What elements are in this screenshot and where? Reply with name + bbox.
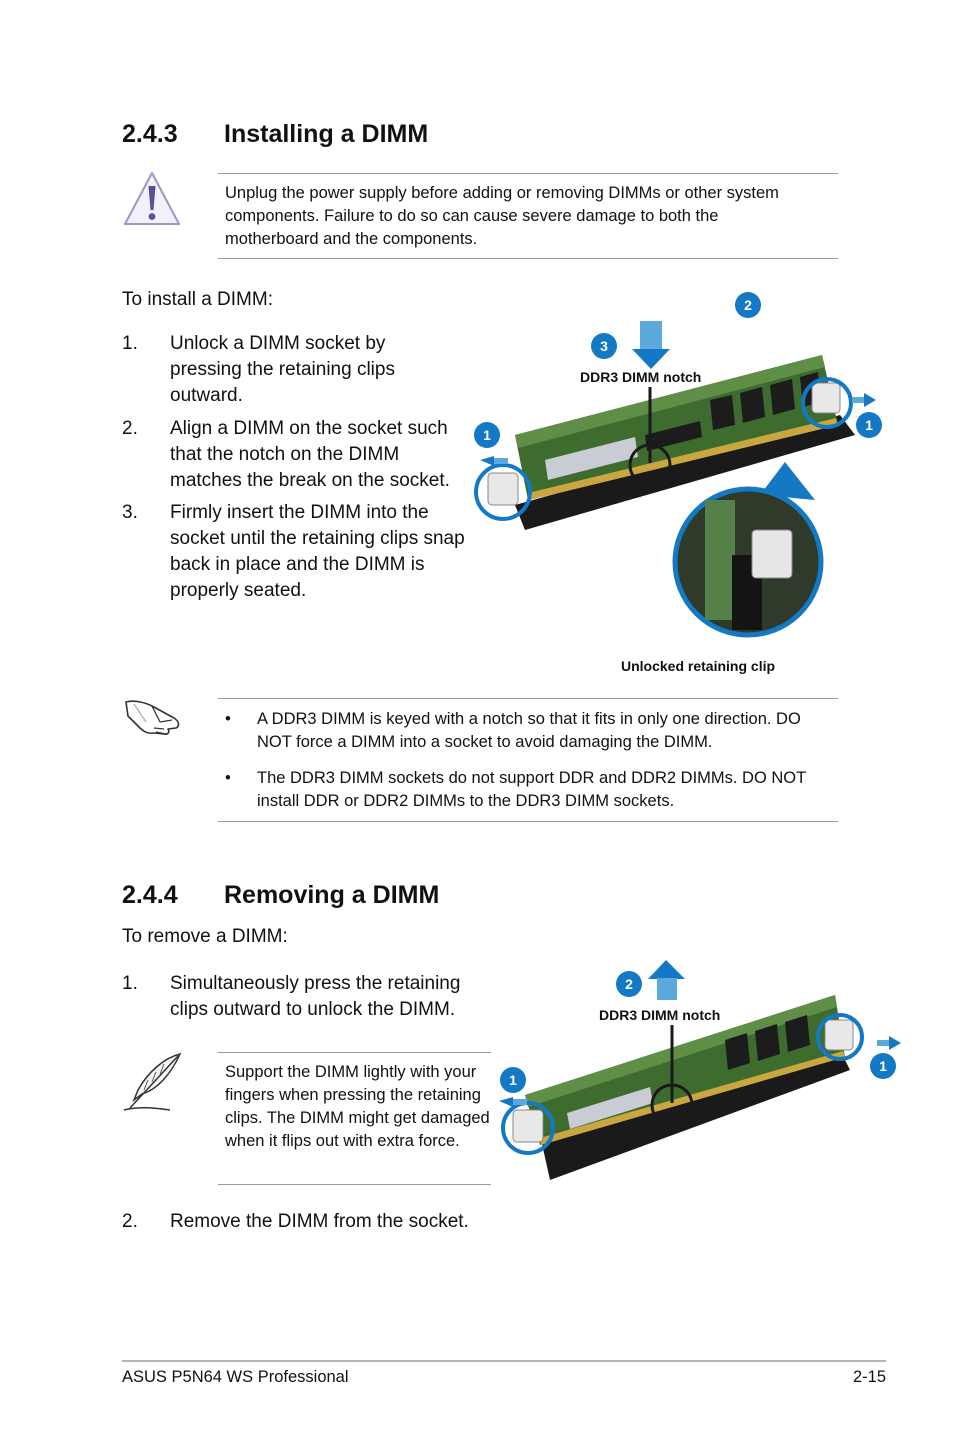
feather-tip-icon bbox=[120, 1050, 186, 1114]
tip-text: Support the DIMM lightly with your fingers when pressing the retaining clips. The DIMM might get damaged when it flips out with extra force. bbox=[225, 1063, 490, 1150]
step-badge-3: 3 bbox=[591, 333, 617, 359]
step-badge-1-left: 1 bbox=[500, 1067, 526, 1093]
page-number: 2-15 bbox=[852, 1368, 886, 1386]
warning-icon bbox=[122, 170, 182, 233]
bullet-mark: • bbox=[225, 710, 231, 728]
bullet-mark: • bbox=[225, 769, 231, 787]
step-badge-2: 2 bbox=[735, 292, 761, 318]
ddr3-notch-label: DDR3 DIMM notch bbox=[599, 1007, 721, 1023]
footer-rule bbox=[122, 1360, 886, 1362]
section-number: 2.4.3 bbox=[122, 120, 178, 148]
warning-triangle-icon bbox=[122, 170, 182, 228]
install-step-2 bbox=[122, 416, 472, 496]
section-title: Removing a DIMM bbox=[224, 881, 440, 909]
section-title: Installing a DIMM bbox=[224, 120, 429, 148]
bullet-text: The DDR3 DIMM sockets do not support DDR and DDR2 DIMMs. DO NOT install DDR or DDR2 DIMMs to the DDR3 DIMM sockets. bbox=[257, 769, 806, 810]
step-badge-1-right: 1 bbox=[870, 1053, 896, 1079]
ddr3-notch-label: DDR3 DIMM notch bbox=[580, 369, 702, 385]
step-text: Unlock a DIMM socket by pressing the retaining clips outward. bbox=[170, 333, 395, 406]
note-bottom-rule bbox=[218, 821, 838, 822]
warning-text: Unplug the power supply before adding or removing DIMMs or other system components. Failure to do so can cause severe damage to both the motherboard and the components. bbox=[225, 184, 779, 248]
step-number: 1. bbox=[122, 333, 138, 354]
note-icon bbox=[124, 692, 184, 743]
footer-product: ASUS P5N64 WS Professional bbox=[122, 1368, 349, 1386]
hand-note-icon bbox=[124, 692, 184, 738]
warning-top-rule bbox=[218, 173, 838, 174]
step-text: Align a DIMM on the socket such that the notch on the DIMM matches the break on the socket. bbox=[170, 418, 450, 491]
install-step-3 bbox=[122, 500, 472, 606]
step-number: 1. bbox=[122, 973, 138, 994]
section-number: 2.4.4 bbox=[122, 881, 178, 909]
install-step-1 bbox=[122, 331, 472, 411]
remove-step-2 bbox=[122, 1209, 522, 1237]
dimm-install-illustration bbox=[470, 285, 890, 685]
step-number: 2. bbox=[122, 418, 138, 439]
note-top-rule bbox=[218, 698, 838, 699]
step-text: Simultaneously press the retaining clips outward to unlock the DIMM. bbox=[170, 973, 461, 1020]
note-bullet-2 bbox=[225, 767, 837, 817]
step-text: Firmly insert the DIMM into the socket until the retaining clips snap back in place and the DIMM is properly seated. bbox=[170, 502, 465, 601]
step-number: 2. bbox=[122, 1211, 138, 1232]
remove-intro: To remove a DIMM: bbox=[122, 926, 288, 947]
remove-step-1 bbox=[122, 971, 492, 1025]
install-dimm-figure bbox=[470, 285, 890, 685]
install-intro: To install a DIMM: bbox=[122, 289, 273, 310]
section-heading-installing bbox=[122, 120, 722, 152]
warning-bottom-rule bbox=[218, 258, 838, 259]
section-heading-removing bbox=[122, 881, 722, 913]
step-badge-1-right: 1 bbox=[856, 412, 882, 438]
dimm-remove-illustration bbox=[495, 955, 905, 1180]
unlocked-clip-label: Unlocked retaining clip bbox=[621, 658, 776, 674]
note-bullet-1 bbox=[225, 708, 837, 758]
step-badge-1-left: 1 bbox=[474, 422, 500, 448]
tip-top-rule bbox=[218, 1052, 491, 1053]
tip-bottom-rule bbox=[218, 1184, 491, 1185]
bullet-text: A DDR3 DIMM is keyed with a notch so that it fits in only one direction. DO NOT force a DIMM into a socket to avoid damaging the DIMM. bbox=[257, 710, 801, 751]
step-badge-2: 2 bbox=[616, 971, 642, 997]
step-text: Remove the DIMM from the socket. bbox=[170, 1211, 469, 1232]
remove-dimm-figure bbox=[495, 955, 905, 1180]
step-number: 3. bbox=[122, 502, 138, 523]
tip-icon bbox=[120, 1050, 186, 1119]
